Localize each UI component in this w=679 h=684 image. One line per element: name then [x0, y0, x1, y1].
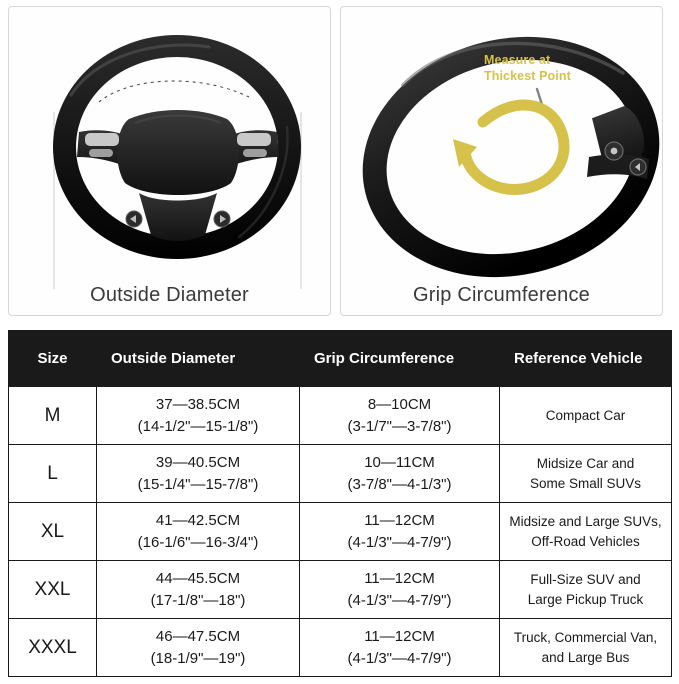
measure-annotation-line2: Thickest Point	[484, 68, 571, 83]
vehicle-line1: Midsize and Large SUVs,	[509, 513, 662, 529]
table-row	[9, 561, 672, 619]
diameter-imperial: (17-1/8"—18")	[150, 591, 246, 609]
diameter-metric: 37—38.5CM	[155, 395, 241, 413]
cell-outside-diameter	[97, 619, 300, 677]
cell-grip-circumference	[300, 445, 500, 503]
vehicle-line1: Midsize Car and	[536, 455, 635, 471]
grip-metric: 10—11CM	[364, 453, 435, 471]
cell-grip-circumference	[300, 619, 500, 677]
vehicle-line2: and Large Bus	[541, 649, 630, 665]
cell-reference-vehicle	[500, 561, 672, 619]
size-table-body	[9, 387, 672, 677]
diameter-imperial: (18-1/9"—19")	[150, 649, 246, 667]
diameter-metric: 39—40.5CM	[155, 453, 241, 471]
cell-outside-diameter	[97, 387, 300, 445]
diameter-metric: 46—47.5CM	[155, 627, 241, 645]
cell-grip-circumference	[300, 387, 500, 445]
cell-reference-vehicle	[500, 619, 672, 677]
cell-size: XXL	[9, 561, 97, 619]
header-outside-diameter: Outside Diameter	[97, 331, 300, 387]
header-reference-vehicle: Reference Vehicle	[500, 331, 672, 387]
cell-grip-circumference	[300, 561, 500, 619]
grip-imperial: (4-1/3"—4-7/9")	[347, 591, 452, 609]
table-header-row	[9, 331, 672, 387]
cell-outside-diameter	[97, 503, 300, 561]
grip-metric: 11—12CM	[364, 511, 435, 529]
size-table	[8, 330, 672, 677]
grip-imperial: (3-7/8"—4-1/3")	[347, 475, 452, 493]
diameter-imperial: (16-1/6"—16-3/4")	[137, 533, 259, 551]
header-grip-circumference: Grip Circumference	[300, 331, 500, 387]
header-size: Size	[9, 331, 97, 387]
diameter-metric: 41—42.5CM	[155, 511, 241, 529]
vehicle-line1: Full-Size SUV and	[530, 571, 641, 587]
size-table-header	[9, 331, 672, 387]
cell-size: XL	[9, 503, 97, 561]
cell-reference-vehicle	[500, 387, 672, 445]
grip-imperial: (3-1/7"—3-7/8")	[347, 417, 452, 435]
diameter-imperial: (15-1/4"—15-7/8")	[137, 475, 259, 493]
grip-metric: 11—12CM	[364, 569, 435, 587]
vehicle-line2: Large Pickup Truck	[527, 591, 644, 607]
table-row	[9, 619, 672, 677]
grip-imperial: (4-1/3"—4-7/9")	[347, 649, 452, 667]
cell-reference-vehicle	[500, 445, 672, 503]
vehicle-line1: Truck, Commercial Van,	[513, 629, 658, 645]
outside-diameter-panel	[8, 6, 331, 316]
vehicle-line1: Compact Car	[545, 407, 626, 423]
measure-annotation-line1: Measure at	[484, 53, 551, 67]
cell-reference-vehicle	[500, 503, 672, 561]
cell-outside-diameter	[97, 561, 300, 619]
vehicle-line2: Some Small SUVs	[529, 475, 642, 491]
outside-diameter-caption: Outside Diameter	[90, 284, 249, 306]
diameter-imperial: (14-1/2"—15-1/8")	[137, 417, 259, 435]
cell-grip-circumference	[300, 503, 500, 561]
diameter-metric: 44—45.5CM	[155, 569, 241, 587]
grip-metric: 8—10CM	[367, 395, 432, 413]
illustration-panels	[0, 0, 679, 316]
table-row	[9, 387, 672, 445]
cell-size: XXXL	[9, 619, 97, 677]
size-table-wrapper	[8, 330, 671, 677]
grip-circumference-panel	[340, 6, 663, 316]
cell-size: L	[9, 445, 97, 503]
cell-outside-diameter	[97, 445, 300, 503]
table-row	[9, 503, 672, 561]
grip-metric: 11—12CM	[364, 627, 435, 645]
table-row	[9, 445, 672, 503]
grip-circumference-caption: Grip Circumference	[413, 284, 590, 306]
cell-size: M	[9, 387, 97, 445]
grip-imperial: (4-1/3"—4-7/9")	[347, 533, 452, 551]
measure-annotation	[484, 53, 571, 84]
steering-wheel-front-illustration	[9, 7, 331, 316]
vehicle-line2: Off-Road Vehicles	[531, 533, 640, 549]
